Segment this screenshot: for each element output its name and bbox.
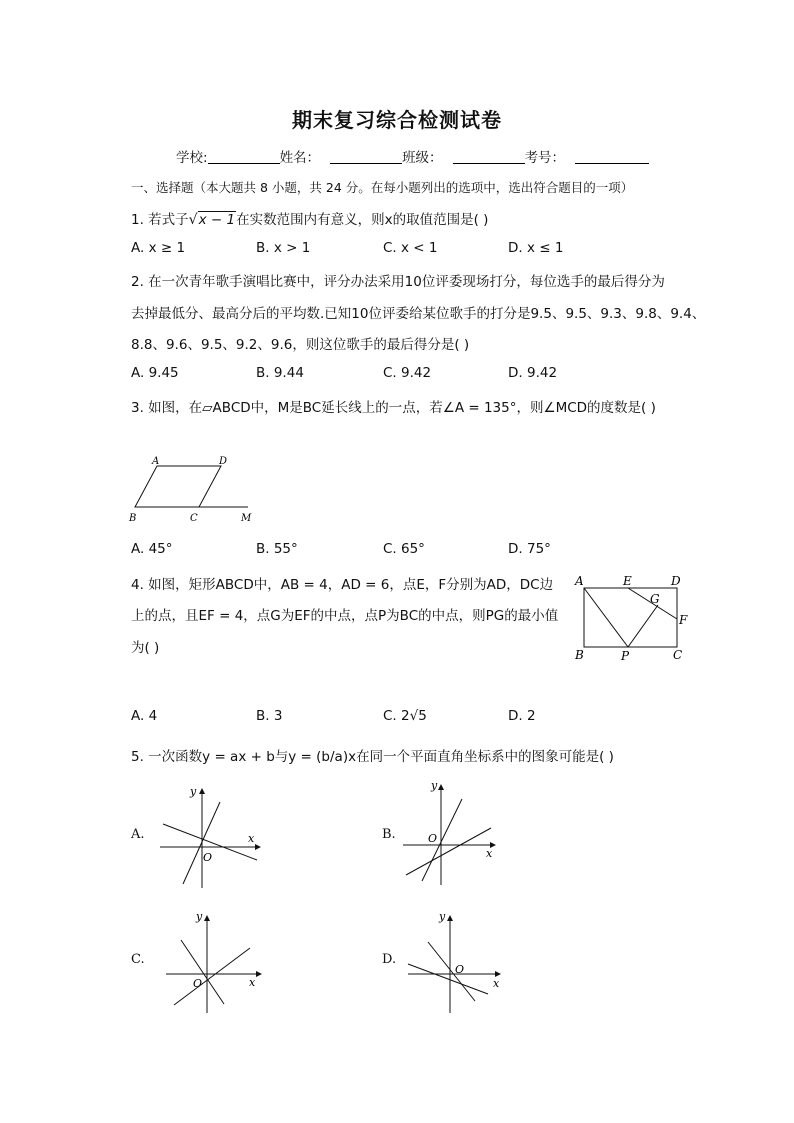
q3-option-c[interactable]: C. 65°: [383, 541, 425, 557]
y-axis-label: y: [431, 779, 438, 792]
point-c-label: C: [190, 513, 198, 524]
y-axis-label: y: [196, 910, 203, 923]
q3-option-b[interactable]: B. 55°: [256, 541, 298, 557]
q4-option-d[interactable]: D. 2: [508, 708, 536, 724]
section-heading: 一、选择题（本大题共 8 小题，共 24 分。在每小题列出的选项中，选出符合题目的一项）: [131, 180, 634, 195]
line-2: [408, 964, 488, 994]
point-a-label: A: [152, 456, 160, 467]
point-c-label: C: [673, 648, 683, 662]
y-axis-arrow-icon: [438, 784, 444, 790]
y-axis-label: y: [190, 785, 197, 798]
point-b-label: B: [575, 648, 584, 662]
q3-stem: 3. 如图，在▱ABCD中，M是BC延长线上的一点，若∠A = 135°，则∠MCD的度数是( ): [131, 400, 656, 416]
q5-graph-d[interactable]: [403, 905, 513, 1017]
name-blank[interactable]: [330, 151, 402, 164]
y-axis-arrow-icon: [447, 915, 453, 921]
q3-option-a[interactable]: A. 45°: [131, 541, 173, 557]
origin-label: O: [193, 977, 203, 990]
q5-option-d-label[interactable]: D.: [382, 952, 397, 967]
origin-label: O: [203, 851, 213, 864]
q5-graph-c[interactable]: [160, 905, 270, 1017]
student-info-row: [176, 146, 649, 166]
line-2: [406, 828, 491, 875]
page-title: 期末复习综合检测试卷: [292, 108, 502, 132]
q4-line-2: 上的点，且EF = 4，点G为EF的中点，点P为BC的中点，则PG的最小值: [131, 608, 559, 624]
origin-label: O: [428, 832, 438, 845]
q1-option-d[interactable]: D. x ≤ 1: [508, 240, 564, 256]
q4-line-3: 为( ): [131, 640, 160, 656]
class-label: 班级：: [402, 150, 443, 166]
x-axis-label: x: [486, 847, 493, 860]
q5-graph-a[interactable]: [155, 780, 265, 892]
point-f-label: F: [679, 613, 688, 627]
q4-option-b[interactable]: B. 3: [256, 708, 283, 724]
point-g-label: G: [650, 592, 660, 606]
y-axis-arrow-icon: [204, 915, 210, 921]
q2-option-a[interactable]: A. 9.45: [131, 365, 179, 381]
origin-label: O: [455, 963, 465, 976]
q2-option-c[interactable]: C. 9.42: [383, 365, 432, 381]
x-axis-arrow-icon: [256, 971, 262, 977]
q2-line-1: 2. 在一次青年歌手演唱比赛中，评分办法采用10位评委现场打分，每位选手的最后得分为: [131, 274, 665, 290]
q5-stem: 5. 一次函数y = ax + b与y = (b/a)x在同一个平面直角坐标系中的图象可能是( ): [131, 749, 614, 765]
q1-suffix: 在实数范围内有意义，则x的取值范围是( ): [236, 212, 489, 228]
q5-option-b-label[interactable]: B.: [382, 827, 396, 842]
q2-option-b[interactable]: B. 9.44: [256, 365, 304, 381]
point-m-label: M: [241, 513, 252, 524]
point-p-label: P: [621, 649, 630, 663]
point-e-label: E: [623, 574, 632, 588]
class-blank[interactable]: [453, 151, 525, 164]
exam-no-label: 考号：: [524, 150, 566, 166]
q3-option-d[interactable]: D. 75°: [508, 541, 551, 557]
q5-graph-b[interactable]: [400, 775, 510, 887]
q4-option-c[interactable]: C. 2√5: [383, 708, 427, 724]
q1-option-c[interactable]: C. x < 1: [383, 240, 438, 256]
q4-option-a[interactable]: A. 4: [131, 708, 158, 724]
y-axis-label: y: [439, 910, 446, 923]
point-a-label: A: [575, 574, 584, 588]
point-d-label: D: [671, 574, 681, 588]
point-b-label: B: [129, 513, 137, 524]
x-axis-label: x: [249, 976, 256, 989]
q2-line-2: 去掉最低分、最高分后的平均数.已知10位评委给某位歌手的打分是9.5、9.5、9.3、9.8、9.4、: [131, 306, 706, 322]
point-d-label: D: [219, 456, 228, 467]
q4-rectangle-figure: [570, 570, 700, 665]
q1-prefix: 1. 若式子: [131, 212, 189, 228]
segment-pg: [628, 605, 658, 647]
line-1: [428, 942, 475, 1001]
x-axis-label: x: [493, 977, 500, 990]
x-axis-arrow-icon: [255, 844, 261, 850]
school-blank[interactable]: [208, 151, 280, 164]
q1-stem: [131, 208, 488, 228]
q3-parallelogram-figure: [128, 452, 268, 527]
q2-option-d[interactable]: D. 9.42: [508, 365, 558, 381]
q1-option-a[interactable]: A. x ≥ 1: [131, 240, 186, 256]
q2-line-3: 8.8、9.6、9.5、9.2、9.6，则这位歌手的最后得分是( ): [131, 337, 470, 353]
segment-ap: [584, 588, 628, 647]
school-label: 学校:: [176, 150, 208, 166]
y-axis-arrow-icon: [199, 788, 205, 794]
sqrt-symbol: √: [188, 212, 198, 228]
line-2: [174, 948, 250, 1005]
parallelogram-abcd: [135, 466, 221, 507]
exam-no-blank[interactable]: [575, 151, 649, 164]
q4-line-1: 4. 如图，矩形ABCD中，AB = 4，AD = 6，点E，F分别为AD，DC边: [131, 577, 554, 593]
name-label: 姓名：: [279, 150, 321, 166]
q5-option-c-label[interactable]: C.: [131, 952, 145, 967]
q5-option-a-label[interactable]: A.: [131, 827, 145, 842]
rectangle-abcd: [584, 588, 677, 647]
q1-radical: x − 1: [198, 212, 236, 228]
x-axis-label: x: [248, 832, 255, 845]
q1-option-b[interactable]: B. x > 1: [256, 240, 311, 256]
